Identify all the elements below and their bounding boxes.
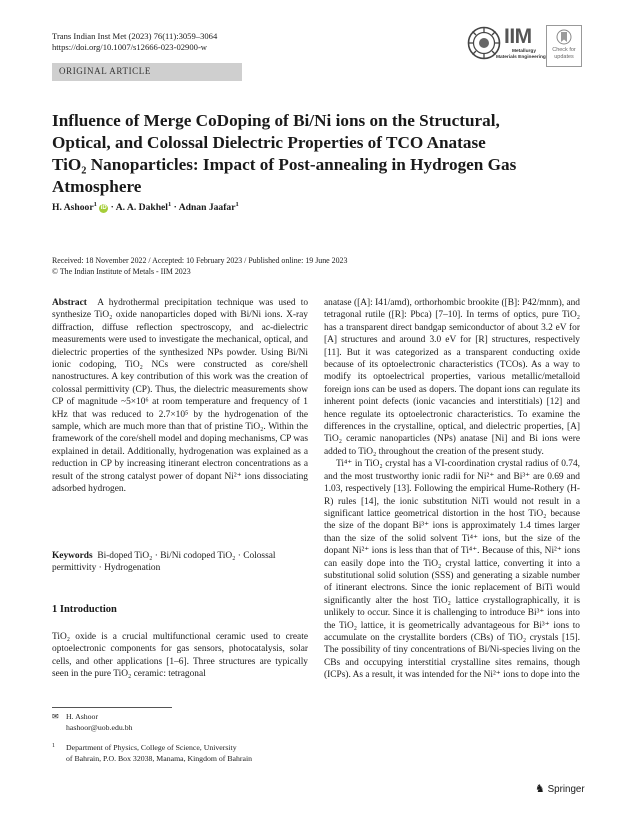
- corr-name: H. Ashoor: [66, 712, 99, 721]
- author-separator: ·: [171, 202, 179, 213]
- abstract-label: Abstract: [52, 298, 87, 308]
- affiliation-number: 1: [52, 743, 55, 749]
- article-type-badge: [52, 63, 242, 81]
- author-separator: ·: [108, 202, 116, 213]
- author-list: [52, 202, 239, 213]
- doi-link[interactable]: https://doi.org/10.1007/s12666-023-02900-w: [52, 42, 208, 52]
- affiliation-line1: Department of Physics, College of Science, University: [66, 743, 237, 752]
- article-title: Influence of Merge CoDoping of Bi/Ni ions on the Structural, Optical, and Colossal Dielectric Properties of TCO Anatase TiO₂ Nanoparticles: Impact of Post-annealing in Hydrogen Gas Atmosphere: [52, 111, 517, 196]
- author-affiliation: 1: [167, 200, 172, 208]
- publication-dates: [52, 255, 347, 277]
- corr-email[interactable]: hashoor@uob.edu.bh: [66, 723, 133, 732]
- section-heading: 1 Introduction: [52, 604, 117, 615]
- envelope-icon: ✉: [52, 712, 59, 721]
- intro-paragraph: TiO₂ oxide is a crucial multifunctional ceramic used to create optoelectronic components for gas sensors, photocatalysis, solar cells, and other applications [1–6]. Three structures are typically seen in the pure TiO₂ ceramic: tetragonal: [52, 632, 308, 680]
- logo-subtitle-2: Materials Engineering: [496, 55, 546, 60]
- logo-title: IIM: [504, 25, 532, 48]
- keywords-section: [52, 550, 308, 575]
- check-for-updates-badge[interactable]: [546, 25, 582, 67]
- springer-horse-icon: ♞: [535, 783, 545, 795]
- author-name[interactable]: Adnan Jaafar: [178, 202, 236, 213]
- journal-citation: Trans Indian Inst Met (2023) 76(11):3059–3064: [52, 31, 218, 41]
- iim-logo: [467, 25, 546, 65]
- body-paragraph: Ti⁴⁺ in TiO₂ crystal has a VI-coordination crystal radius of 0.74, and the most trustworthy ionic radii for Ni²⁺ and Bi³⁺ are 0.69 and 1.03, respectively [13]. Following the empirical Hume-Rothery (H-R) rules [14], the ionic substitution NiTi would not result in a significant lattice geometrical distortion in the host TiO₂ because the size of the dopant Bi³⁺ ions is approximately 1.4 times larger than the size of the solid solvent Ti⁴⁺ ions, but the size of the dopant Ni²⁺ ions is less than that of Ti⁴⁺. Because of this, Ni²⁺ ions can easily dope into the TiO₂ crystal lattice, converting it into a substitutional solid solution (SSS) and generating a sizable number of itinerant electrons. Since the ionic replacement of BiTi would significantly alter the host TiO₂ lattice crystallographically, it is unlikely to occur. Since it is challenging to introduce Bi³⁺ ions into the TiO₂ lattice, it is geometrically advantageous for Bi³⁺ ions to accumulate on the crystallite borders (CBs) of TiO₂ crystals [15]. The possibility of tiny concentrations of Bi/Ni-species living on the CBs and occupying interstitial crystalline sites remains, though (ICPs). As a result, it was intended for the Ni²⁺ ions to dope into the: [324, 459, 580, 681]
- corresponding-author: [52, 712, 98, 723]
- footnote-divider: [52, 707, 172, 708]
- author-affiliation: 1: [235, 200, 239, 208]
- body-paragraph: anatase ([A]: I41/amd), orthorhombic brookite ([B]: P42/mnm), and tetragonal rutile ([R]: Pbca) [7–10]. In terms of optics, pure TiO₂ has a transparent direct bandgap semiconductor of about 3.2 eV for [A] structures and around 3.0 eV for [R] structures, respectively [11]. But it was categorized as a transparent conducting oxide because of its optoelectronic characteristics (TCOs). As a way to modify its optoelectrical properties, various metallic/metalloid foreign ions can be used as dopers. The dopant ions can regulate its inherent point defects (ionic vacancies and interstitials) [12] and hence regulate its optoelectronic characteristics. To examine the differences in the crystalline, optical, and dielectric properties, [A] TiO₂ ceramic nanoparticles (NPs) anatase [Ni] and Bi ions were added to TiO₂ throughout the creation of the present study.: [324, 298, 580, 457]
- publication-history: Received: 18 November 2022 / Accepted: 10 February 2023 / Published online: 19 June 2023: [52, 256, 348, 265]
- check-updates-line2: updates: [554, 54, 574, 60]
- right-column: [324, 297, 580, 682]
- affiliation-line2: of Bahrain, P.O. Box 32038, Manama, Kingdom of Bahrain: [66, 754, 253, 763]
- abstract-section: [52, 297, 308, 496]
- copyright-line: © The Indian Institute of Metals - IIM 2023: [52, 267, 191, 276]
- logo-subtitle-1: Metallurgy: [512, 49, 536, 54]
- publisher-name: Springer: [547, 784, 585, 795]
- author-name[interactable]: A. A. Dakhel: [115, 202, 168, 213]
- keywords-text: Bi-doped TiO₂ · Bi/Ni codoped TiO₂ · Colossal permittivity · Hydrogenation: [52, 551, 276, 574]
- publisher-logo: [535, 782, 585, 795]
- check-updates-line1: Check for: [552, 47, 576, 53]
- bookmark-icon: [556, 29, 572, 45]
- author-affiliation: 1: [93, 200, 97, 208]
- abstract-text: A hydrothermal precipitation technique was used to synthesize TiO₂ oxide nanoparticles doped with Bi/Ni ions. X-ray diffraction, diffuse reflection spectroscopy, and ac-dielectric measurements were used to investigate the mechanical, optical, and dielectric properties of the synthesized NPs powder. Using Bi/Ni ionic codoping, TiO₂ NCs were constructed as core/shell nanostructures. A key contribution of this work was the creation of colossal permittivity (CP). Thus, the dielectric measurements show CP of magnitude ~5×10⁶ at room temperature and frequency of 1 kHz that was reduced to 2.7×10⁵ by the hydrogenation of the sample, which are much more than that of pristine TiO₂. Within the framework of the core/shell model and doping mechanisms, CP was explained in detail. Additionally, hydrogenation was explained as a reduction in CP by increasing itinerant electron concentrations as a result of the strong catalyst power of dopant Ni²⁺ ions dissociating adsorbed hydrogen.: [52, 298, 309, 495]
- article-type-label: ORIGINAL ARTICLE: [59, 66, 151, 76]
- author-name[interactable]: H. Ashoor: [52, 202, 94, 213]
- keywords-label: Keywords: [52, 551, 93, 561]
- orcid-icon[interactable]: iD: [100, 205, 107, 211]
